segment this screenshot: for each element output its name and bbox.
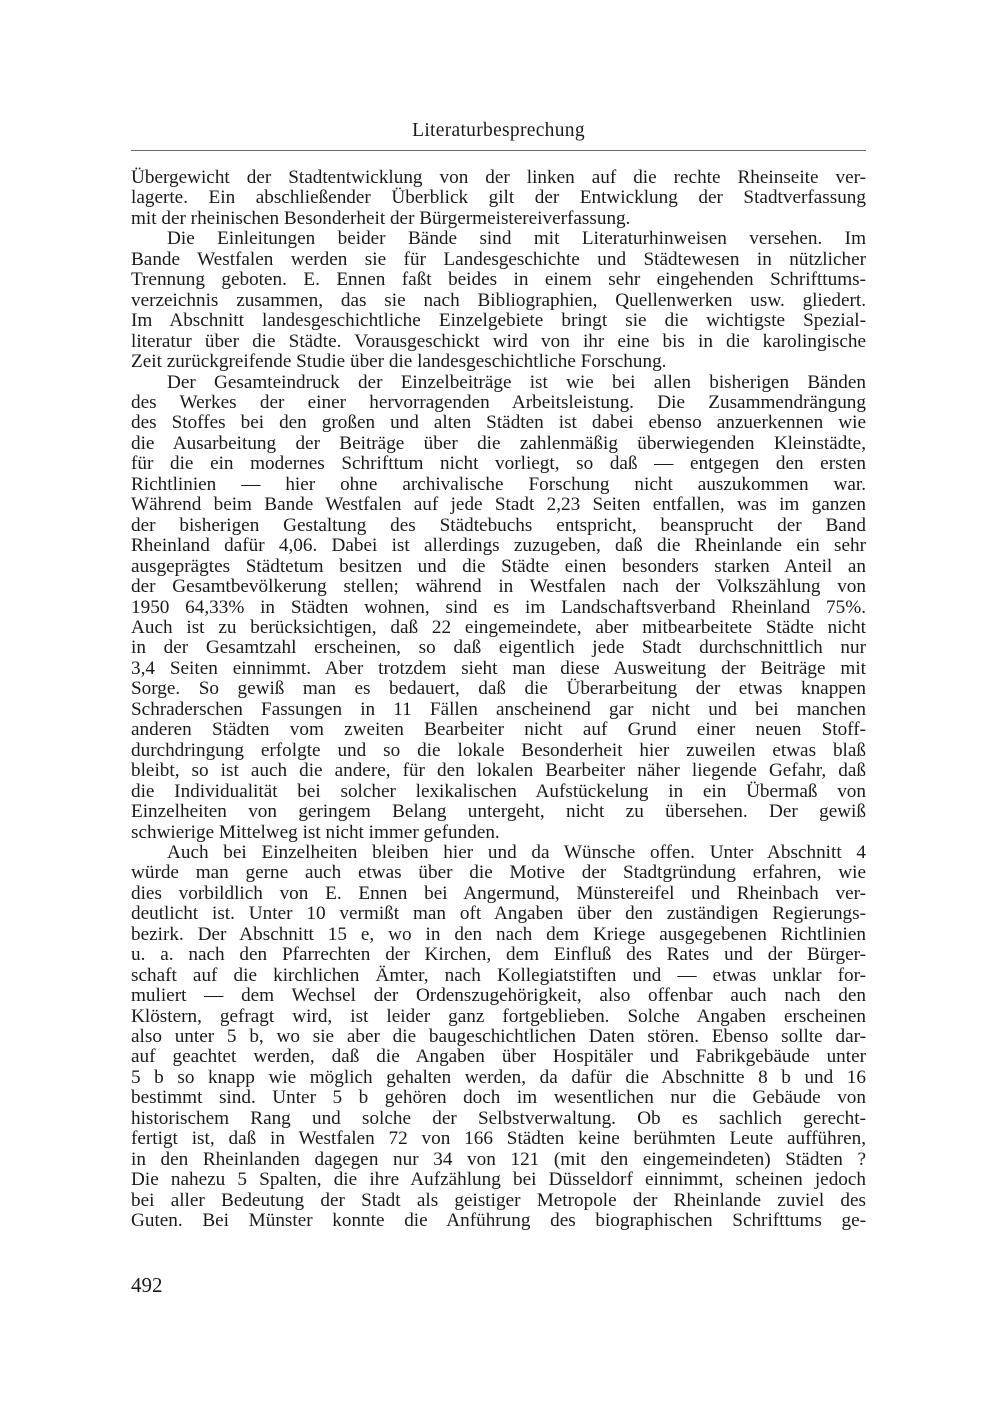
text-line: ausgeprägtes Städtetum besitzen und die Städte einen besonders starken Anteil an	[131, 555, 866, 577]
text-line: schaft auf die kirchlichen Ämter, nach Kollegiatstiften und — etwas unklar for-	[131, 964, 866, 986]
text-line: 5 b so knapp wie möglich gehalten werden, da dafür die Abschnitte 8 b und 16	[131, 1066, 866, 1088]
text-line: 1950 64,33% in Städten wohnen, sind es im Landschaftsverband Rheinland 75%.	[131, 596, 866, 618]
text-line: u. a. nach den Pfarrechten der Kirchen, dem Einfluß des Rates und der Bürger-	[131, 944, 866, 966]
text-line: dies vorbildlich von E. Ennen bei Angermund, Münstereifel und Rheinbach ver-	[131, 882, 866, 904]
text-line: des Stoffes bei den großen und alten Städten ist dabei ebenso anzuerkennen wie	[131, 412, 866, 434]
paragraph	[131, 843, 866, 1232]
text-line: Auch bei Einzelheiten bleiben hier und da Wünsche offen. Unter Abschnitt 4	[167, 841, 866, 863]
text-line: Der Gesamteindruck der Einzelbeiträge ist wie bei allen bisherigen Bänden	[167, 371, 866, 393]
text-line: Auch ist zu berücksichtigen, daß 22 eingemeindete, aber mitbearbeitete Städte nicht	[131, 616, 866, 638]
text-line: Guten. Bei Münster konnte die Anführung des biographischen Schrifttums ge-	[131, 1210, 866, 1232]
text-line: bezirk. Der Abschnitt 15 e, wo in den nach dem Kriege ausgegebenen Richtlinien	[131, 923, 866, 945]
text-line: der bisherigen Gestaltung des Städtebuchs entspricht, beansprucht der Band	[131, 514, 866, 536]
text-line: bleibt, so ist auch die andere, für den lokalen Bearbeiter näher liegende Gefahr, daß	[131, 760, 866, 782]
text-line: für die ein modernes Schrifttum nicht vorliegt, so daß — entgegen den ersten	[131, 453, 866, 475]
text-line: Klöstern, gefragt wird, ist leider ganz fortgeblieben. Solche Angaben erscheinen	[131, 1005, 866, 1027]
text-line: verzeichnis zusammen, das sie nach Bibliographien, Quellenwerken usw. gliedert.	[131, 289, 866, 311]
text-line: in den Rheinlanden dagegen nur 34 von 121 (mit den eingemeindeten) Städten ?	[131, 1148, 866, 1170]
text-line: bei aller Bedeutung der Stadt als geistiger Metropole der Rheinlande zuviel des	[131, 1189, 866, 1211]
text-line: Richtlinien — hier ohne archivalische Forschung nicht auszukommen war.	[131, 473, 866, 495]
paragraph	[131, 373, 866, 843]
page	[131, 0, 866, 1419]
text-line: auf geachtet werden, daß die Angaben über Hospitäler und Fabrikgebäude unter	[131, 1046, 866, 1068]
text-line: in der Gesamtzahl erscheinen, so daß eigentlich jede Stadt durchschnittlich nur	[131, 637, 866, 659]
page-number: 492	[131, 1273, 163, 1297]
text-line: literatur über die Städte. Vorausgeschickt wird von ihr eine bis in die karolingische	[131, 330, 866, 352]
text-line: mit der rheinischen Besonderheit der Bürgermeistereiverfassung.	[131, 207, 631, 229]
text-line: der Gesamtbevölkerung stellen; während in Westfalen nach der Volkszählung von	[131, 576, 866, 598]
text-line: deutlicht ist. Unter 10 vermißt man oft Angaben über den zuständigen Regierungs-	[131, 903, 866, 925]
body-text	[131, 168, 866, 1232]
text-line: Trennung geboten. E. Ennen faßt beides in einem sehr eingehenden Schrifttums-	[131, 269, 866, 291]
text-line: lagerte. Ein abschließender Überblick gilt der Entwicklung der Stadtverfassung	[131, 187, 866, 209]
text-line: Im Abschnitt landesgeschichtliche Einzelgebiete bringt sie die wichtigste Spezial-	[131, 310, 866, 332]
text-line: Die nahezu 5 Spalten, die ihre Aufzählung bei Düsseldorf einnimmt, scheinen jedoch	[131, 1169, 866, 1191]
text-line: Während beim Bande Westfalen auf jede Stadt 2,23 Seiten entfallen, was im ganzen	[131, 494, 866, 516]
text-line: die Ausarbeitung der Beiträge über die zahlenmäßig überwiegenden Kleinstädte,	[131, 432, 866, 454]
text-line: schwierige Mittelweg ist nicht immer gefunden.	[131, 821, 500, 843]
text-line: des Werkes der einer hervorragenden Arbeitsleistung. Die Zusammendrängung	[131, 391, 866, 413]
header-rule	[131, 150, 866, 151]
text-line: durchdringung erfolgte und so die lokale Besonderheit hier zuweilen etwas blaß	[131, 739, 866, 761]
text-line: Zeit zurückgreifende Studie über die landesgeschichtliche Forschung.	[131, 351, 667, 373]
text-line: Bande Westfalen werden sie für Landesgeschichte und Städtewesen in nützlicher	[131, 248, 866, 270]
text-line: Die Einleitungen beider Bände sind mit Literaturhinweisen versehen. Im	[167, 228, 866, 250]
text-line: Schraderschen Fassungen in 11 Fällen anscheinend gar nicht und bei manchen	[131, 698, 866, 720]
text-line: Sorge. So gewiß man es bedauert, daß die Überarbeitung der etwas knappen	[131, 678, 866, 700]
text-line: anderen Städten vom zweiten Bearbeiter nicht auf Grund einer neuen Stoff-	[131, 719, 866, 741]
paragraph	[131, 229, 866, 372]
text-line: muliert — dem Wechsel der Ordenszugehörigkeit, also offenbar auch nach den	[131, 985, 866, 1007]
text-line: Rheinland dafür 4,06. Dabei ist allerdings zuzugeben, daß die Rheinlande ein sehr	[131, 535, 866, 557]
running-head: Literaturbesprechung	[412, 120, 585, 141]
paragraph	[131, 168, 866, 229]
text-line: die Individualität bei solcher lexikalischen Aufstückelung in ein Übermaß von	[131, 780, 866, 802]
text-line: bestimmt sind. Unter 5 b gehören doch im wesentlichen nur die Gebäude von	[131, 1087, 866, 1109]
text-line: würde man gerne auch etwas über die Motive der Stadtgründung erfahren, wie	[131, 862, 866, 884]
text-line: Übergewicht der Stadtentwicklung von der linken auf die rechte Rheinseite ver-	[131, 167, 866, 188]
text-line: also unter 5 b, wo sie aber die baugeschichtlichen Daten stören. Ebenso sollte dar-	[131, 1026, 866, 1048]
text-line: historischem Rang und solche der Selbstverwaltung. Ob es sachlich gerecht-	[131, 1107, 866, 1129]
text-line: 3,4 Seiten einnimmt. Aber trotzdem sieht man diese Ausweitung der Beiträge mit	[131, 657, 866, 679]
text-line: fertigt ist, daß in Westfalen 72 von 166 Städten keine berühmten Leute aufführen,	[131, 1128, 866, 1150]
text-line: Einzelheiten von geringem Belang untergeht, nicht zu übersehen. Der gewiß	[131, 801, 866, 823]
